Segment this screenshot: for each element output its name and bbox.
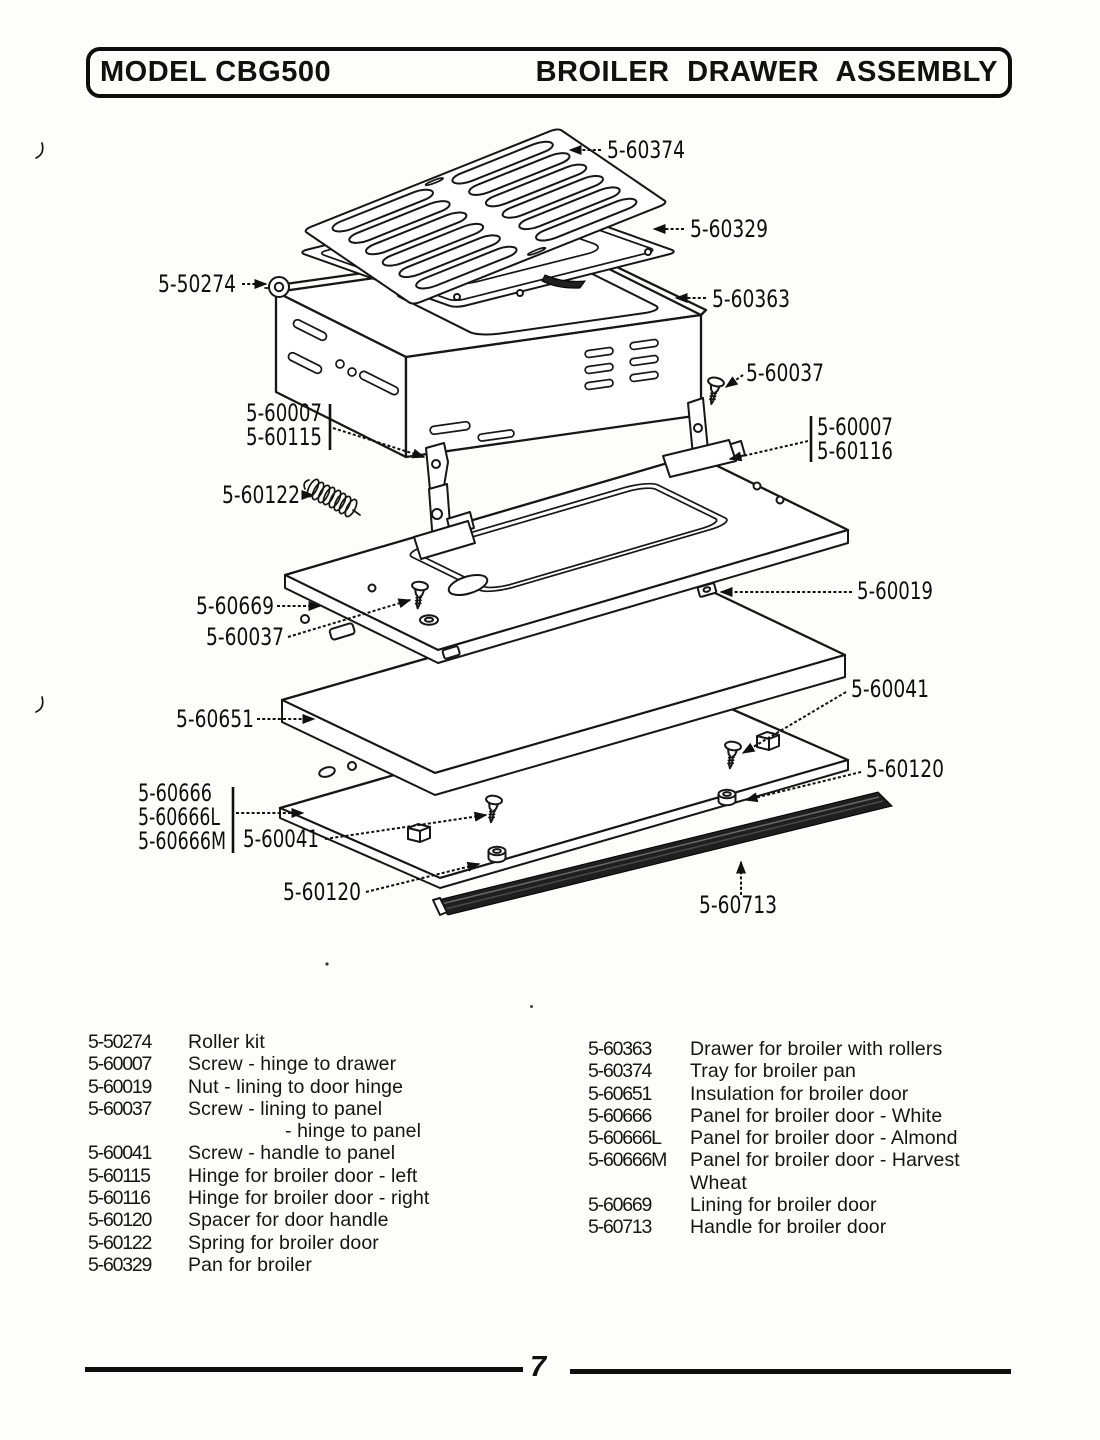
parts-list-row: [588, 1105, 1093, 1127]
callout-nut: [721, 577, 933, 605]
part-description: Hinge for broiler door - right: [188, 1187, 430, 1210]
scan-dot: [530, 1005, 533, 1008]
callout-pan-label: 5-60329: [690, 215, 768, 243]
parts-list-row: [88, 1053, 568, 1075]
callout-panel-harvest-label: 5-60666M: [138, 827, 226, 855]
parts-list-row: [588, 1216, 1093, 1238]
callout-hinge-right: [730, 413, 893, 465]
parts-list-row: [588, 1194, 1093, 1216]
footer-rule-right: [570, 1369, 1011, 1374]
model-label: MODEL CBG500: [100, 56, 332, 88]
part-description: Insulation for broiler door: [690, 1082, 909, 1105]
parts-list-row: [88, 1098, 568, 1120]
part-description: - hinge to panel: [285, 1120, 422, 1143]
part-number: 5-60007: [88, 1053, 152, 1076]
parts-list-row-continuation: [88, 1120, 568, 1142]
parts-list-row: [88, 1076, 568, 1098]
parts-list-row: [588, 1149, 1093, 1171]
callout-drawer: [676, 285, 790, 313]
footer-rule-left: [85, 1367, 523, 1372]
parts-list-row: [88, 1209, 568, 1231]
screw-hinge-to-panel-icon: [703, 376, 724, 405]
parts-list-row: [88, 1031, 568, 1053]
callout-lining-label: 5-60669: [196, 592, 274, 620]
parts-list-row: [588, 1038, 1093, 1060]
part-description: Spring for broiler door: [188, 1231, 379, 1254]
callout-roller: [158, 270, 266, 298]
part-description: Spacer for door handle: [188, 1209, 389, 1232]
page-header: [86, 47, 1012, 98]
part-number: 5-60713: [588, 1216, 652, 1239]
callout-hinge-right-label: 5-60116: [817, 437, 893, 465]
part-number: 5-60019: [88, 1075, 152, 1098]
callout-drawer-label: 5-60363: [712, 285, 790, 313]
callout-tray-label: 5-60374: [607, 136, 685, 164]
callout-insulation-label: 5-60651: [176, 705, 254, 733]
part-number: 5-60666L: [588, 1127, 661, 1150]
part-number: 5-60122: [88, 1231, 152, 1254]
part-description: Panel for broiler door - Almond: [690, 1127, 958, 1150]
callout-handle: [699, 862, 777, 919]
part-description: Nut - lining to door hinge: [188, 1075, 404, 1098]
parts-list-row: [588, 1060, 1093, 1082]
callout-screw-upper: [726, 359, 824, 387]
part-description: Panel for broiler door - White: [690, 1104, 943, 1127]
parts-list-left: [88, 1031, 568, 1276]
page-number: 7: [530, 1351, 547, 1383]
assembly-title: BROILER DRAWER ASSEMBLY: [535, 56, 998, 88]
callout-panel-almond-label: 5-60666L: [138, 803, 221, 831]
part-number: 5-60651: [588, 1082, 652, 1105]
callout-pan: [654, 215, 768, 243]
spring-drawing: [304, 478, 360, 519]
part-number: 5-60666M: [588, 1149, 667, 1172]
callout-handle-label: 5-60713: [699, 891, 777, 919]
parts-list-row: [88, 1142, 568, 1164]
part-description: Wheat: [690, 1171, 747, 1194]
spacer-door-handle-icon: [489, 847, 506, 862]
parts-list-right: [588, 1038, 1093, 1239]
part-number: 5-60120: [88, 1209, 152, 1232]
callout-screw-handle-left-label: 5-60041: [243, 825, 319, 853]
part-number: 5-50274: [88, 1031, 152, 1053]
part-number: 5-60116: [88, 1187, 150, 1210]
grommet-icon: [420, 615, 438, 625]
parts-list-row: [588, 1083, 1093, 1105]
part-number: 5-60666: [588, 1104, 652, 1127]
part-number: 5-60329: [88, 1253, 152, 1276]
callout-hinge-right-screw-label: 5-60007: [817, 413, 893, 441]
part-description: Handle for broiler door: [690, 1216, 887, 1239]
parts-list-row: [88, 1232, 568, 1254]
part-description: Tray for broiler pan: [690, 1060, 857, 1083]
part-description: Pan for broiler: [188, 1253, 312, 1276]
part-description: Panel for broiler door - Harvest: [690, 1149, 960, 1172]
callout-spring: [222, 481, 313, 509]
part-number: 5-60363: [588, 1038, 652, 1060]
callout-panel-white-label: 5-60666: [138, 779, 212, 807]
part-description: Screw - handle to panel: [188, 1142, 396, 1165]
callout-screw-upper-label: 5-60037: [746, 359, 824, 387]
callout-hinge-left-label: 5-60115: [246, 423, 322, 451]
part-number: 5-60374: [588, 1060, 652, 1083]
callout-screw-handle-right-label: 5-60041: [851, 675, 929, 703]
part-roller-drawing: [265, 277, 289, 297]
part-description: Screw - lining to panel: [188, 1097, 383, 1120]
parts-list-row: [88, 1187, 568, 1209]
parts-list-row-continuation: [588, 1172, 1093, 1194]
hinge-left-drawing: [414, 443, 475, 559]
part-description: Roller kit: [188, 1031, 265, 1053]
part-description: Screw - hinge to drawer: [188, 1053, 397, 1076]
callout-spring-label: 5-60122: [222, 481, 300, 509]
callout-roller-label: 5-50274: [158, 270, 236, 298]
callout-screw-lining-label: 5-60037: [206, 623, 284, 651]
part-description: Hinge for broiler door - left: [188, 1164, 418, 1187]
part-number: 5-60115: [88, 1164, 150, 1187]
callout-spacer-right-label: 5-60120: [866, 755, 944, 783]
callout-spacer-left-label: 5-60120: [283, 878, 361, 906]
exploded-diagram: [0, 100, 1100, 980]
panel-stud: [757, 732, 779, 750]
parts-list-row: [588, 1127, 1093, 1149]
callout-hinge-left-screw-label: 5-60007: [246, 399, 322, 427]
part-description: Drawer for broiler with rollers: [690, 1038, 943, 1060]
part-number: 5-60041: [88, 1142, 152, 1165]
panel-stud: [408, 824, 430, 842]
part-number: 5-60037: [88, 1097, 152, 1120]
spacer-door-handle-icon: [719, 790, 736, 805]
part-number: 5-60669: [588, 1194, 652, 1217]
callout-nut-label: 5-60019: [857, 577, 933, 605]
parts-list-row: [88, 1254, 568, 1276]
parts-list-row: [88, 1165, 568, 1187]
part-description: Lining for broiler door: [690, 1194, 877, 1217]
